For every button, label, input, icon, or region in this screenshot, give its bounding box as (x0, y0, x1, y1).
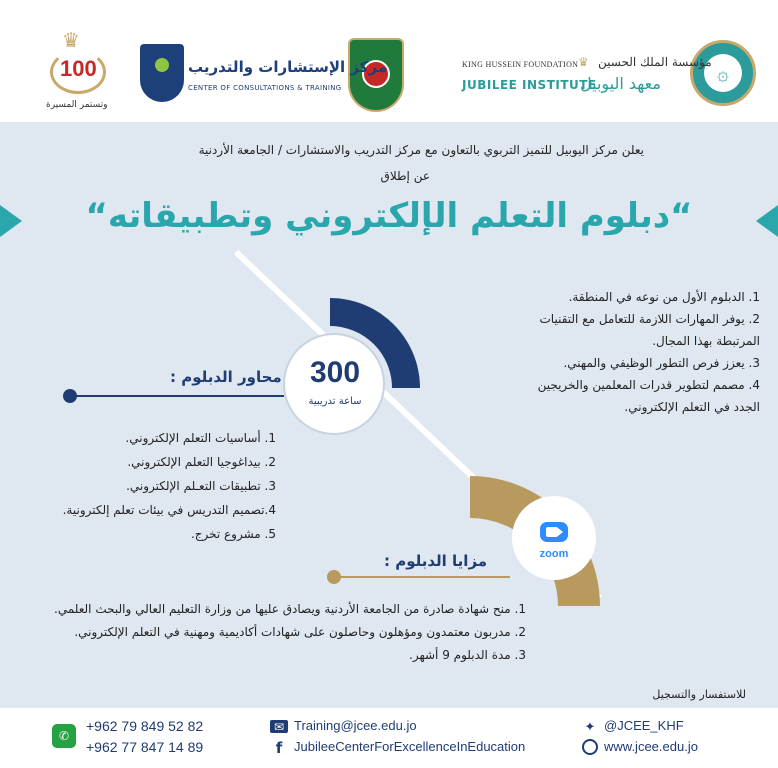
list-item: 3. تطبيقات التعـلم الإلكتروني. (126, 479, 276, 493)
emblem-icon: ۞ (704, 54, 742, 92)
jubilee-english-name: JUBILEE INSTITUTE (462, 78, 597, 92)
features-list (510, 286, 760, 418)
twitter-handle[interactable]: @JCEE_KHF (604, 718, 684, 733)
khf-english-name: KING HUSSEIN FOUNDATION (462, 60, 579, 69)
list-item: 1. أساسيات التعلم الإلكتروني. (125, 431, 276, 445)
benefits-heading: مزايا الدبلوم : (384, 552, 488, 570)
announcement-line-1: يعلن مركز اليوبيل للتميز التربوي بالتعاون مع مركز التدريب والاستشارات / الجامعة الأردنية (198, 143, 644, 157)
list-item: 5. مشروع تخرج. (190, 527, 276, 541)
zoom-wordmark: zoom (539, 548, 569, 560)
announcement-line-2: عن إطلاق (380, 169, 430, 183)
website-link[interactable]: www.jcee.edu.jo (604, 739, 698, 754)
consultation-center-english: CENTER OF CONSULTATIONS & TRAINING (188, 84, 342, 92)
list-item: 3. مدة الدبلوم 9 أشهر. (409, 648, 526, 662)
list-item: 1. الدبلوم الأول من نوعه في المنطقة. (568, 290, 760, 304)
centennial-number: 100 (60, 56, 97, 81)
facebook-link[interactable]: JubileeCenterForExcellenceInEducation (294, 739, 526, 754)
facebook-icon[interactable]: f (275, 739, 283, 757)
centennial-slogan: وتستمر المسيرة (46, 100, 108, 110)
list-item: 3. يعزز فرص التطور الوظيفي والمهني. (563, 356, 760, 370)
hours-number: 300 (309, 356, 361, 389)
list-item: 2. مدربون معتمدون ومؤهلون وحاصلون على شهادات أكاديمية ومهنية في التعلم الإلكتروني. (74, 625, 526, 639)
benefits-list (6, 598, 526, 667)
centennial-crown-icon: ♛ (62, 28, 80, 52)
whatsapp-icon[interactable]: ✆ (52, 724, 76, 748)
list-item: 4. مصمم لتطوير قدرات المعلمين والخريجين الجدد في التعلم الإلكتروني. (537, 378, 760, 414)
consultation-center-arabic: مركز الإستشارات والتدريب (188, 58, 388, 76)
diploma-title: “دبلوم التعلم الإلكتروني وتطبيقاته“ (85, 196, 693, 236)
hours-label: ساعة تدريبية (308, 396, 362, 407)
crown-icon: ♛ (578, 55, 589, 69)
list-item: 2. بيداغوجيا التعلم الإلكتروني. (127, 455, 276, 469)
benefits-bullet (327, 570, 341, 584)
globe-icon[interactable] (582, 739, 598, 755)
axes-list (0, 426, 276, 546)
axes-heading: محاور الدبلوم : (170, 368, 282, 386)
khf-arabic-name: مؤسسة الملك الحسين (598, 55, 712, 69)
zoom-camera-icon (540, 522, 568, 542)
list-item: 2. يوفر المهارات اللازمة للتعامل مع التقنيات المرتبطة بهذا المجال. (539, 312, 760, 348)
inquiry-label: للاستفسار والتسجيل (652, 688, 746, 701)
jubilee-arabic-name: معهد اليوبيل (580, 74, 661, 93)
list-item: 4.تصميم التدريس في بيئات تعلم إلكترونية. (62, 503, 276, 517)
email-icon[interactable]: ✉ (270, 720, 288, 733)
phone-number-1[interactable]: +962 79 849 52 82 (86, 718, 204, 734)
twitter-icon[interactable]: ✦ (584, 719, 596, 735)
list-item: 1. منح شهادة صادرة من الجامعة الأردنية ويصادق عليها من وزارة التعليم العالي والبحث العلمي. (54, 602, 526, 616)
axes-bullet (63, 389, 77, 403)
phone-number-2[interactable]: +962 77 847 14 89 (86, 739, 204, 755)
footer-contact-bar (0, 708, 778, 768)
email-link[interactable]: Training@jcee.edu.jo (294, 718, 417, 733)
